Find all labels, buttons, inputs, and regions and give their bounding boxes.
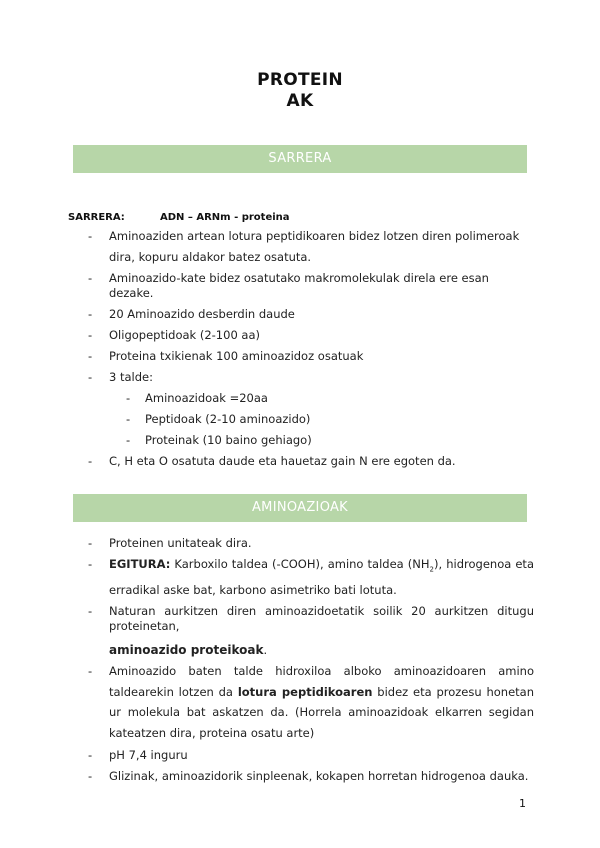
page-title (0, 70, 600, 112)
title-line-2: AK (286, 91, 314, 111)
section-header-aminoazioak: AMINOAZIOAK (73, 494, 527, 522)
sub-list-item: - Peptidoak (2-10 aminoazido) (126, 412, 311, 426)
list-item: - EGITURA: Karboxilo taldea (-COOH), amino taldea $(NH_2)$, hidrogenoa eta erradikal aske bat, karbono asimetriko bati lotuta. (88, 557, 534, 598)
subheading (68, 212, 290, 223)
page-number: 1 (519, 797, 526, 810)
sub-list-item: - Aminoazidoak =20aa (126, 391, 268, 405)
list-item: - 3 talde: (88, 370, 153, 384)
list-item: - Aminoazido baten talde hidroxiloa alboko aminoazidoaren amino taldearekin lotzen da lotura peptidikoaren bidez eta prozesu honetan ur molekula bat askatzen da. (Horrela aminoazidoak elkarren segidan kateatzen dira, proteina osatu arte) (88, 664, 535, 740)
list-item: - Naturan aurkitzen diren aminoazidoetatik soilik 20 aurkitzen ditugu proteinetan, aminoazido proteikoak. (88, 604, 534, 658)
aminoazioak-list (88, 533, 534, 784)
list-item: - pH 7,4 inguru (88, 748, 188, 763)
subheading-label: SARRERA: (68, 212, 125, 223)
emphasis: aminoazido proteikoak (109, 643, 264, 658)
list-item: - Proteinen unitateak dira. (88, 536, 252, 550)
sub-list-item: - Proteinak (10 baino gehiago) (126, 433, 312, 447)
section-header-sarrera: SARRERA (73, 145, 527, 173)
title-line-1: PROTEIN (257, 70, 343, 90)
list-item: - Glizinak, aminoazidorik sinpleenak, kokapen horretan hidrogenoa dauka. (88, 769, 529, 784)
subheading-value: ADN – ARNm - proteina (160, 212, 290, 223)
emphasis: lotura peptidikoaren (237, 684, 373, 699)
list-item: - 20 Aminoazido desberdin daude (88, 307, 295, 321)
list-item: - Oligopeptidoak (2-100 aa) (88, 328, 260, 342)
list-item: - C, H eta O osatuta daude eta hauetaz gain N ere egoten da. (88, 454, 456, 468)
list-item: - Aminoazido-kate bidez osatutako makromolekulak direla ere esan dezake. (88, 271, 489, 300)
list-item: - Proteina txikienak 100 aminoazidoz osatuak (88, 349, 364, 363)
list-item: - Aminoaziden artean lotura peptidikoaren bidez lotzen diren polimeroak dira, kopuru aldakor batez osatuta. (88, 229, 520, 264)
egitura-label: EGITURA: (109, 557, 171, 571)
sarrera-list (88, 226, 534, 472)
